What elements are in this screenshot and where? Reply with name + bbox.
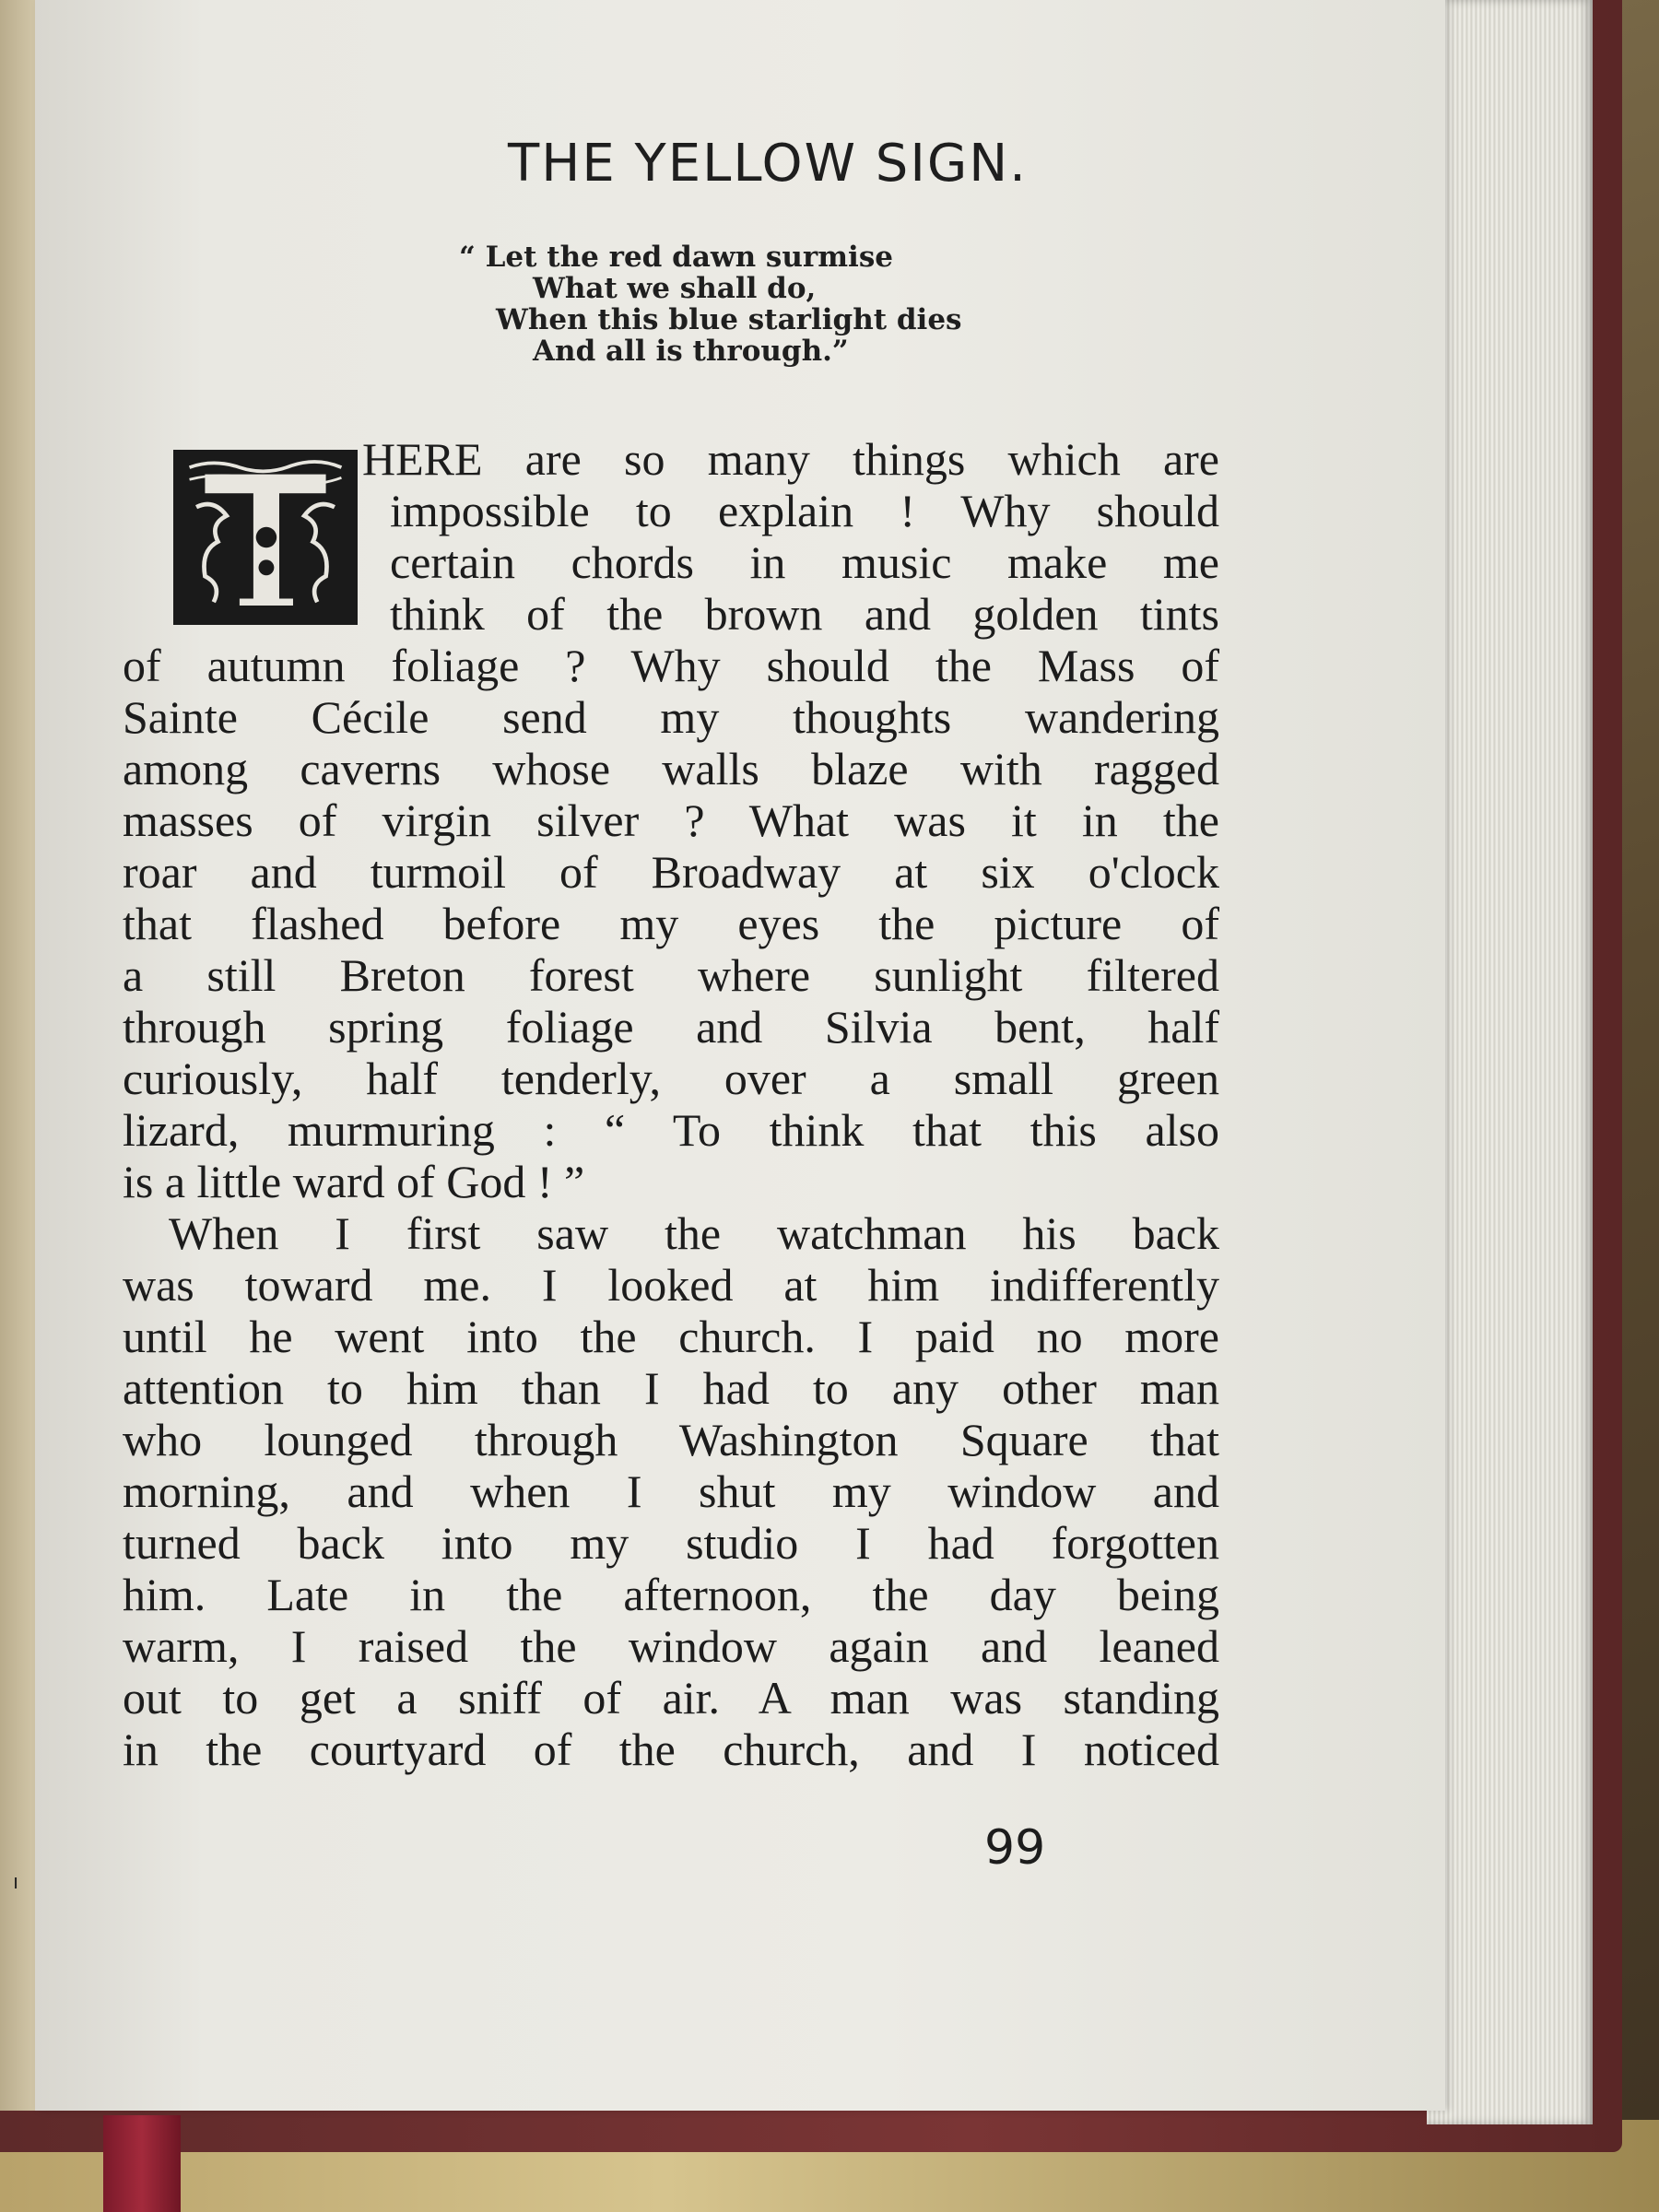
text-line: lizard, murmuring : “ To think that this also [123, 1104, 1219, 1156]
text-line: warm, I raised the window again and leaned [123, 1620, 1219, 1672]
text-line: in the courtyard of the church, and I noticed [123, 1724, 1219, 1775]
text-line: out to get a sniff of air. A man was standing [123, 1672, 1219, 1724]
text-line: masses of virgin silver ? What was it in the [123, 794, 1219, 846]
epigraph-line: When this blue starlight dies [496, 303, 962, 336]
text-line: that flashed before my eyes the picture of [123, 898, 1219, 949]
page-number: 99 [984, 1820, 1046, 1876]
text-line: a still Breton forest where sunlight filtered [123, 949, 1219, 1001]
text-line: roar and turmoil of Broadway at six o'clock [123, 846, 1219, 898]
text-line: When I first saw the watchman his back [169, 1207, 1219, 1259]
epigraph-line: “ Let the red dawn surmise [459, 241, 894, 274]
text-line: is a little ward of God ! ” [123, 1156, 585, 1207]
text-line: think of the brown and golden tints [390, 588, 1219, 640]
text-line: among caverns whose walls blaze with ragged [123, 743, 1219, 794]
text-line: until he went into the church. I paid no more [123, 1311, 1219, 1362]
ribbon-bookmark [103, 2115, 181, 2212]
text-line: Sainte Cécile send my thoughts wandering [123, 691, 1219, 743]
body-text [123, 433, 1219, 1775]
epigraph-line: And all is through.” [533, 335, 849, 368]
text-line: certain chords in music make me [390, 536, 1219, 588]
margin-mark: ı [13, 1871, 19, 1894]
book-page [35, 0, 1445, 2111]
text-line: who lounged through Washington Square that [123, 1414, 1219, 1465]
text-line: through spring foliage and Silvia bent, half [123, 1001, 1219, 1053]
chapter-title: THE YELLOW SIGN. [508, 134, 1028, 194]
text-line: turned back into my studio I had forgotten [123, 1517, 1219, 1569]
text-line: was toward me. I looked at him indifferently [123, 1259, 1219, 1311]
text-line: morning, and when I shut my window and [123, 1465, 1219, 1517]
epigraph [431, 241, 1030, 367]
text-line: curiously, half tenderly, over a small green [123, 1053, 1219, 1104]
epigraph-line: What we shall do, [533, 272, 817, 305]
text-line: of autumn foliage ? Why should the Mass of [123, 640, 1219, 691]
text-line: impossible to explain ! Why should [390, 485, 1219, 536]
page-edges [1427, 0, 1593, 2124]
text-line: him. Late in the afternoon, the day being [123, 1569, 1219, 1620]
text-line: attention to him than I had to any other man [123, 1362, 1219, 1414]
text-line: HERE are so many things which are [362, 433, 1219, 485]
